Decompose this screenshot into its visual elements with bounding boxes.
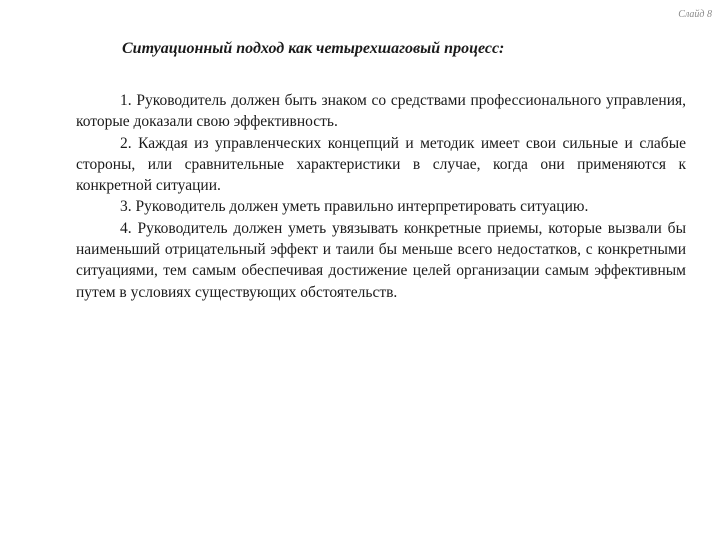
slide-heading: Ситуационный подход как четырехшаговый процесс: (122, 40, 505, 57)
step-paragraph-4: 4. Руководитель должен уметь увязывать конкретные приемы, которые вызвали бы наименьший отрицательный эффект и таили бы меньше всего недостатков, с конкретными ситуациями, тем самым обеспечивая достижение целей организации самым эффективным путем в условиях существующих обстоятельств. (76, 219, 686, 301)
step-paragraph-2: 2. Каждая из управленческих концепций и методик имеет свои сильные и слабые стороны, или сравнительные характеристики в случае, когда они применяются к конкретной ситуации. (76, 134, 686, 195)
slide-body (76, 90, 686, 303)
step-paragraph-3: 3. Руководитель должен уметь правильно интерпретировать ситуацию. (120, 198, 589, 216)
step-paragraph-1: 1. Руководитель должен быть знаком со средствами профессионального управления, которые доказали свою эффективность. (76, 92, 686, 131)
slide-number-label: Слайд 8 (678, 9, 712, 20)
